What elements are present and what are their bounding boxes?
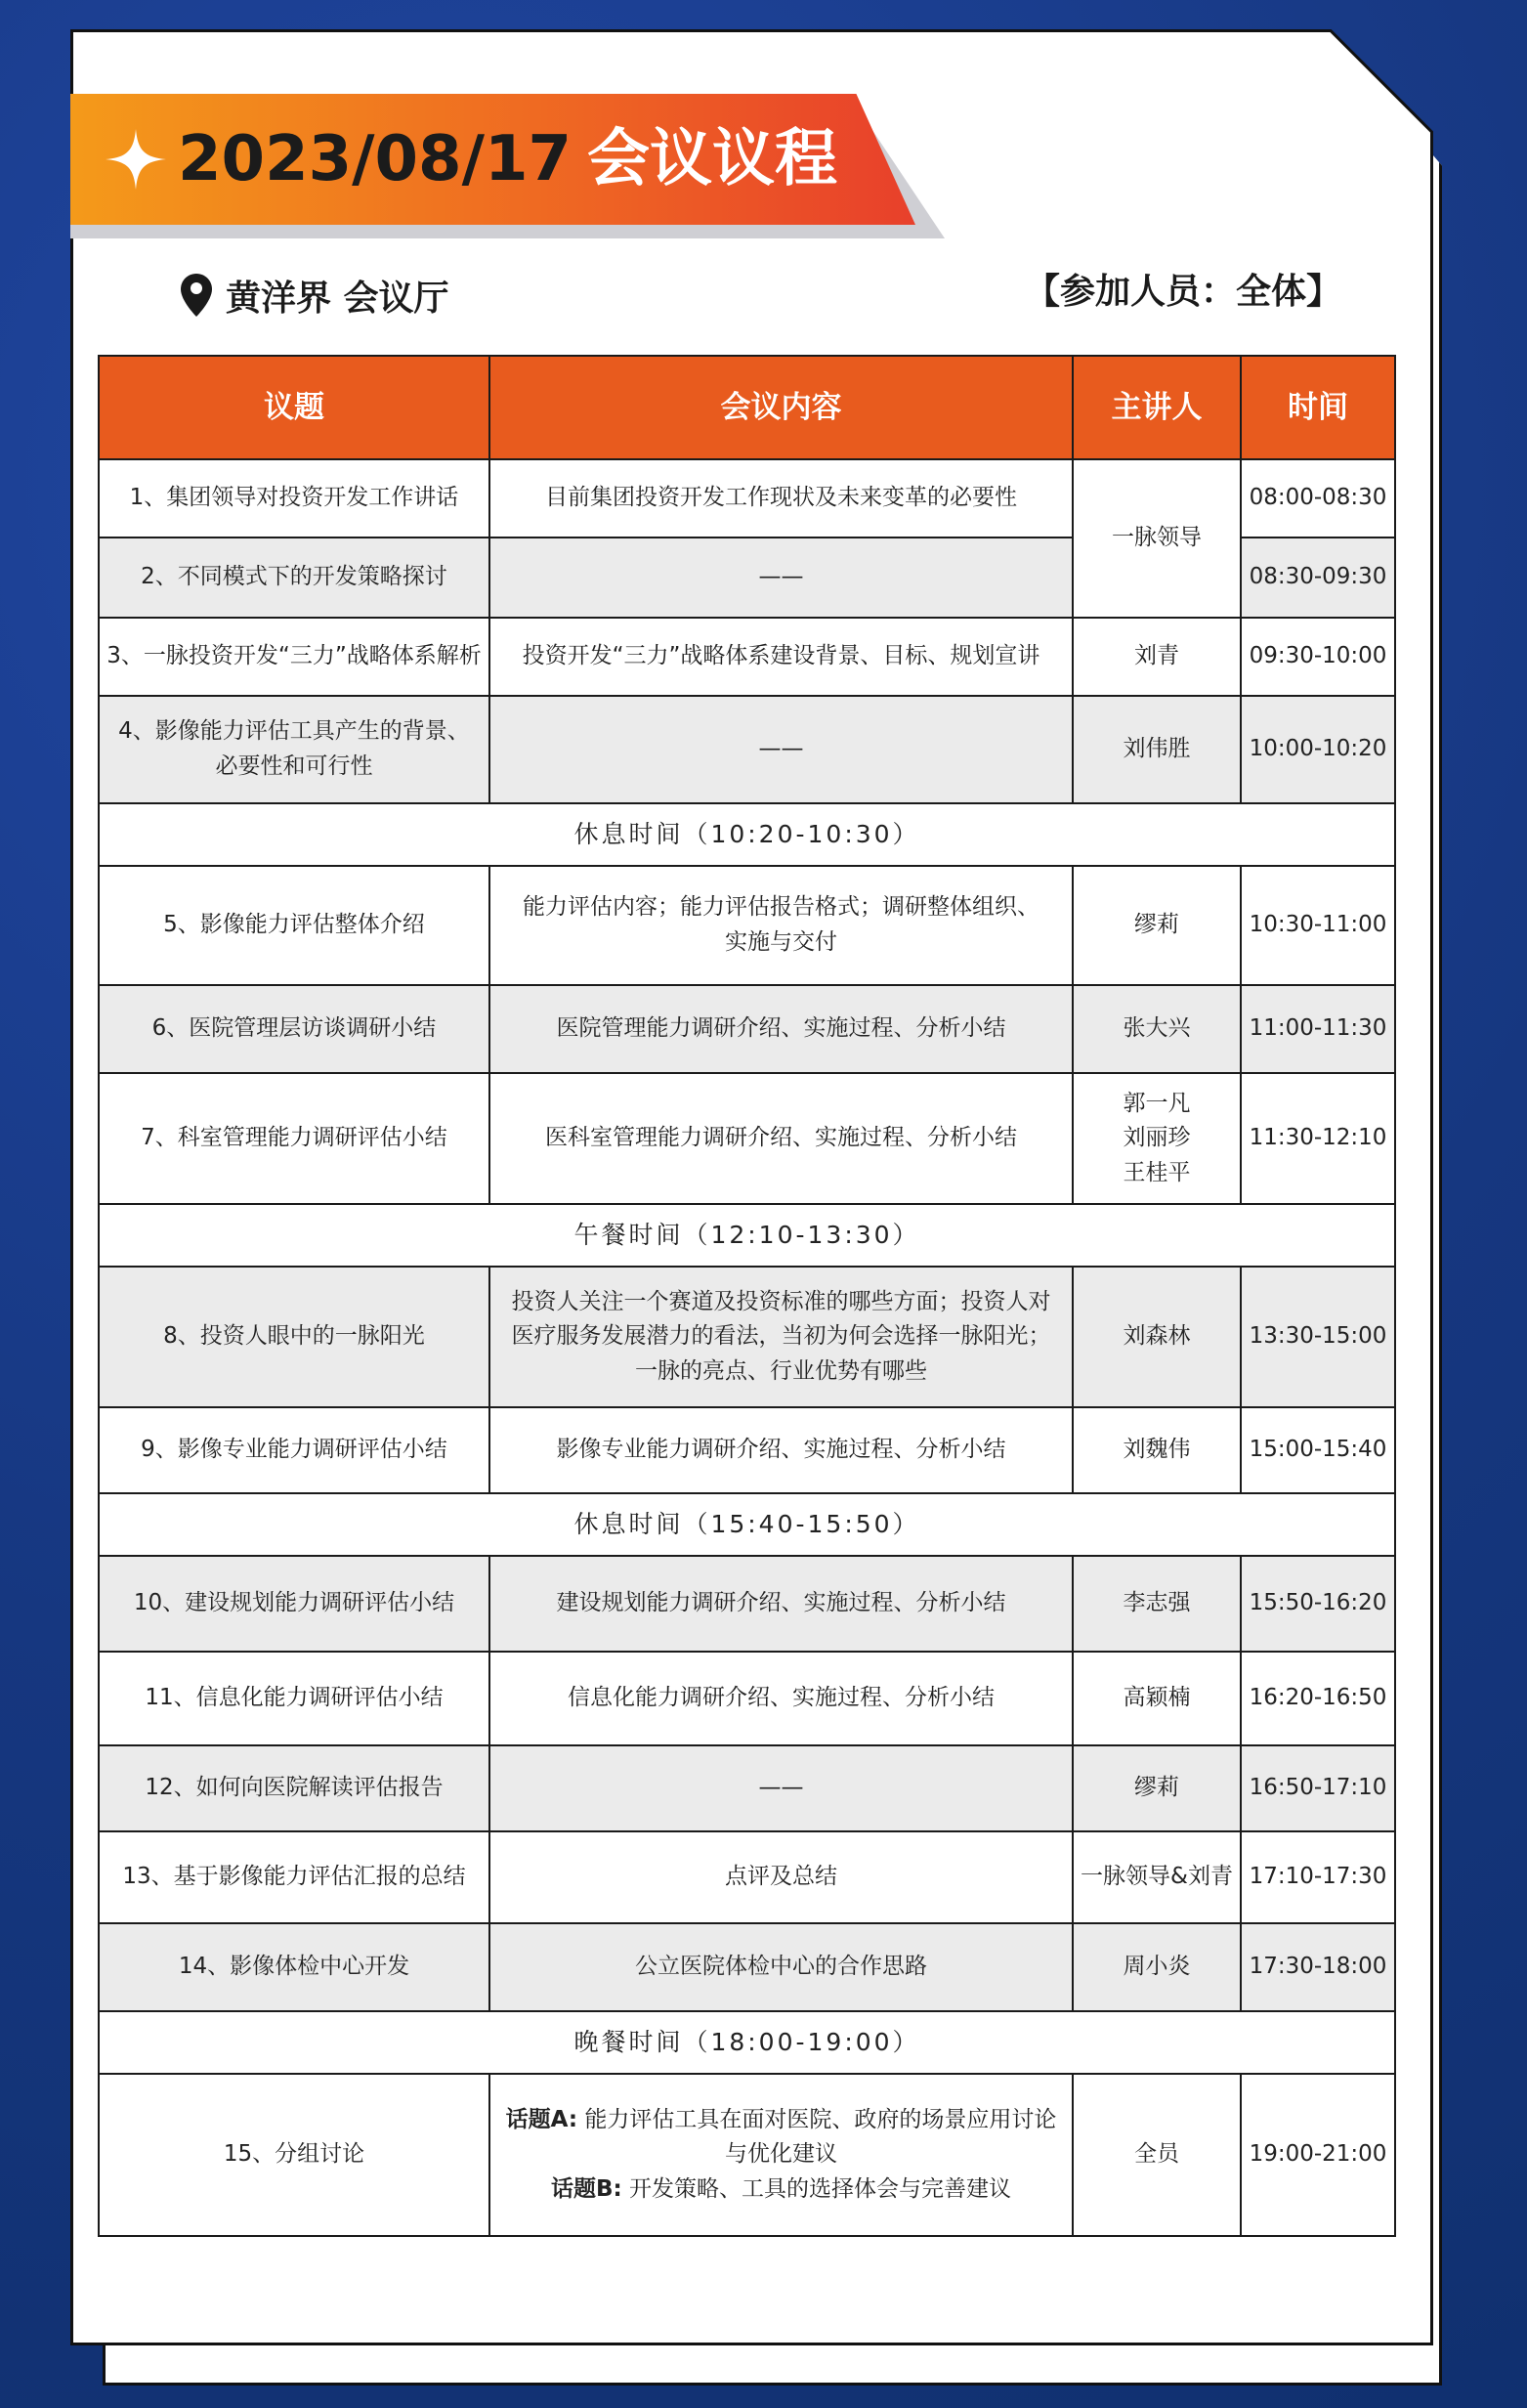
- content-cell: 公立医院体检中心的合作思路: [489, 1923, 1073, 2011]
- table-row: [99, 1745, 1395, 1831]
- speaker-cell: 刘伟胜: [1073, 696, 1241, 803]
- speaker-cell: 全员: [1073, 2074, 1241, 2236]
- speaker-cell: 刘森林: [1073, 1267, 1241, 1407]
- time-cell: 13:30-15:00: [1241, 1267, 1395, 1407]
- table-row: [99, 2074, 1395, 2236]
- table-row: [99, 618, 1395, 696]
- table-row: [99, 1923, 1395, 2011]
- table-row: [99, 1652, 1395, 1745]
- topic-cell: 14、影像体检中心开发: [99, 1923, 489, 2011]
- content-cell: 信息化能力调研介绍、实施过程、分析小结: [489, 1652, 1073, 1745]
- content-cell: 医院管理能力调研介绍、实施过程、分析小结: [489, 985, 1073, 1073]
- speaker-cell: 刘青: [1073, 618, 1241, 696]
- content-cell: 点评及总结: [489, 1831, 1073, 1923]
- topic-cell: 3、一脉投资开发“三力”战略体系解析: [99, 618, 489, 696]
- break-row: [99, 1204, 1395, 1267]
- break-label: 晚餐时间（18:00-19:00）: [99, 2011, 1395, 2074]
- break-label: 休息时间（15:40-15:50）: [99, 1493, 1395, 1556]
- discussion-topic-a: [496, 2103, 1066, 2138]
- content-cell: ——: [489, 538, 1073, 618]
- title-text: 会议议程: [587, 123, 837, 195]
- table-row: [99, 1073, 1395, 1204]
- break-label: 午餐时间（12:10-13:30）: [99, 1204, 1395, 1267]
- topic-line: 4、影像能力评估工具产生的背景、: [118, 718, 470, 745]
- column-header-topic: 议题: [99, 356, 489, 459]
- table-header-row: [99, 356, 1395, 459]
- speaker-cell: 张大兴: [1073, 985, 1241, 1073]
- column-header-speaker: 主讲人: [1073, 356, 1241, 459]
- content-cell: 医科室管理能力调研介绍、实施过程、分析小结: [489, 1073, 1073, 1204]
- content-cell: 目前集团投资开发工作现状及未来变革的必要性: [489, 459, 1073, 538]
- time-cell: 11:00-11:30: [1241, 985, 1395, 1073]
- break-row: [99, 803, 1395, 866]
- speaker-line: 王桂平: [1123, 1159, 1191, 1185]
- speaker-cell: 缪莉: [1073, 1745, 1241, 1831]
- time-cell: 08:30-09:30: [1241, 538, 1395, 618]
- content-line: 医疗服务发展潜力的看法，当初为何会选择一脉阳光；: [511, 1323, 1051, 1350]
- break-label: 休息时间（10:20-10:30）: [99, 803, 1395, 866]
- content-cell: ——: [489, 696, 1073, 803]
- topic-cell: 7、科室管理能力调研评估小结: [99, 1073, 489, 1204]
- time-cell: 15:00-15:40: [1241, 1407, 1395, 1493]
- location-pin-icon: [181, 274, 212, 317]
- content-cell: 影像专业能力调研介绍、实施过程、分析小结: [489, 1407, 1073, 1493]
- table-row: [99, 1831, 1395, 1923]
- topic-cell: 1、集团领导对投资开发工作讲话: [99, 459, 489, 538]
- break-row: [99, 1493, 1395, 1556]
- time-cell: 15:50-16:20: [1241, 1556, 1395, 1652]
- topic-line: 必要性和可行性: [215, 753, 373, 779]
- time-cell: 17:30-18:00: [1241, 1923, 1395, 2011]
- time-cell: 10:00-10:20: [1241, 696, 1395, 803]
- topic-b-label: 话题B:: [550, 2175, 622, 2202]
- table-row: [99, 1556, 1395, 1652]
- page-title: [178, 115, 837, 203]
- speaker-cell: [1073, 1073, 1241, 1204]
- content-cell: [489, 2074, 1073, 2236]
- time-cell: 16:50-17:10: [1241, 1745, 1395, 1831]
- agenda-table: [98, 355, 1396, 2237]
- content-line: 实施与交付: [725, 929, 837, 955]
- speaker-line: 刘丽珍: [1123, 1125, 1191, 1151]
- speaker-cell: 周小炎: [1073, 1923, 1241, 2011]
- column-header-time: 时间: [1241, 356, 1395, 459]
- topic-cell: 5、影像能力评估整体介绍: [99, 866, 489, 985]
- content-cell: 投资开发“三力”战略体系建设背景、目标、规划宣讲: [489, 618, 1073, 696]
- speaker-cell: 一脉领导&刘青: [1073, 1831, 1241, 1923]
- topic-cell: 6、医院管理层访谈调研小结: [99, 985, 489, 1073]
- content-cell: 建设规划能力调研介绍、实施过程、分析小结: [489, 1556, 1073, 1652]
- topic-cell: 9、影像专业能力调研评估小结: [99, 1407, 489, 1493]
- topic-a-label: 话题A:: [505, 2106, 578, 2132]
- time-cell: 16:20-16:50: [1241, 1652, 1395, 1745]
- topic-cell: 2、不同模式下的开发策略探讨: [99, 538, 489, 618]
- topic-cell: 11、信息化能力调研评估小结: [99, 1652, 489, 1745]
- content-cell: [489, 1267, 1073, 1407]
- speaker-cell: 刘魏伟: [1073, 1407, 1241, 1493]
- topic-cell: 15、分组讨论: [99, 2074, 489, 2236]
- time-cell: 08:00-08:30: [1241, 459, 1395, 538]
- time-cell: 09:30-10:00: [1241, 618, 1395, 696]
- topic-cell: 12、如何向医院解读评估报告: [99, 1745, 489, 1831]
- speaker-cell: 李志强: [1073, 1556, 1241, 1652]
- speaker-cell: 高颖楠: [1073, 1652, 1241, 1745]
- location: [181, 269, 449, 322]
- topic-b-text: 开发策略、工具的选择体会与完善建议: [621, 2175, 1012, 2202]
- time-cell: 10:30-11:00: [1241, 866, 1395, 985]
- content-cell: ——: [489, 1745, 1073, 1831]
- location-text: 黄洋界 会议厅: [226, 278, 449, 319]
- table-row: [99, 1267, 1395, 1407]
- time-cell: 11:30-12:10: [1241, 1073, 1395, 1204]
- sparkle-icon: [106, 129, 166, 190]
- topic-a-text: 能力评估工具在面对医院、政府的场景应用讨论: [577, 2106, 1057, 2132]
- attendees-label: 【参加人员：全体】: [1024, 272, 1341, 312]
- topic-cell: [99, 696, 489, 803]
- topic-cell: 8、投资人眼中的一脉阳光: [99, 1267, 489, 1407]
- table-row: [99, 696, 1395, 803]
- time-cell: 17:10-17:30: [1241, 1831, 1395, 1923]
- content-line: 一脉的亮点、行业优势有哪些: [635, 1357, 927, 1384]
- meeting-date: 2023/08/17: [178, 123, 572, 195]
- discussion-topic-b: [496, 2172, 1066, 2208]
- content-line: 能力评估内容；能力评估报告格式；调研整体组织、: [523, 894, 1039, 921]
- time-cell: 19:00-21:00: [1241, 2074, 1395, 2236]
- column-header-content: 会议内容: [489, 356, 1073, 459]
- table-row: [99, 459, 1395, 538]
- break-row: [99, 2011, 1395, 2074]
- topic-a-continuation: 与优化建议: [725, 2141, 837, 2168]
- table-row: [99, 1407, 1395, 1493]
- table-row: [99, 985, 1395, 1073]
- table-row: [99, 866, 1395, 985]
- speaker-line: 郭一凡: [1123, 1090, 1191, 1116]
- content-cell: [489, 866, 1073, 985]
- content-line: 投资人关注一个赛道及投资标准的哪些方面；投资人对: [511, 1288, 1051, 1314]
- topic-cell: 13、基于影像能力评估汇报的总结: [99, 1831, 489, 1923]
- speaker-cell: 一脉领导: [1073, 459, 1241, 618]
- topic-cell: 10、建设规划能力调研评估小结: [99, 1556, 489, 1652]
- speaker-cell: 缪莉: [1073, 866, 1241, 985]
